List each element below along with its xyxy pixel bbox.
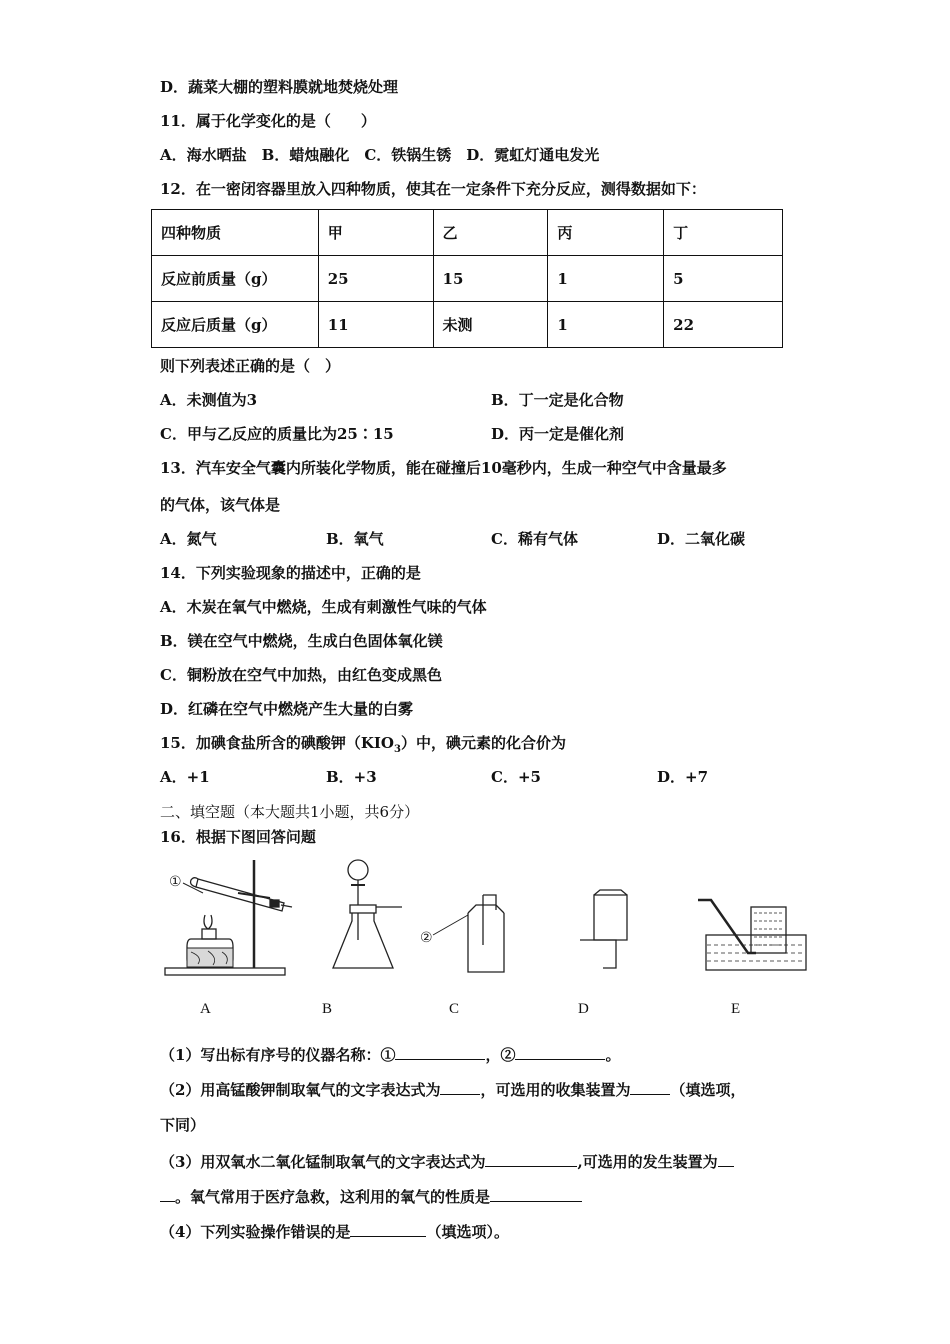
data-table — [151, 209, 783, 348]
table-cell: 丙 — [548, 210, 664, 256]
delivery-tube — [580, 940, 616, 968]
question-16-part-3-cont — [160, 1185, 582, 1207]
table-cell: 15 — [433, 256, 548, 302]
answer-blank[interactable] — [515, 1043, 605, 1060]
delivery-tube — [483, 895, 496, 945]
funnel-bulb — [348, 860, 368, 880]
table-cell: 乙 — [433, 210, 548, 256]
question-12-option-a: A．未测值为3 — [160, 391, 258, 409]
prompt-text: 。 — [605, 1046, 621, 1064]
question-16-part-4 — [160, 1220, 509, 1242]
answer-blank[interactable] — [718, 1150, 734, 1167]
prompt-text: 。氧气常用于医疗急救，这利用的氧气的性质是 — [175, 1188, 491, 1206]
bottle-shoulder — [594, 890, 627, 895]
lamp-neck — [202, 929, 216, 939]
table-cell: 丁 — [664, 210, 783, 256]
gas-bottle — [468, 913, 504, 972]
table-cell: 反应前质量（g） — [152, 256, 319, 302]
prompt-text: ，② — [485, 1046, 516, 1064]
option-d-previous: D．蔬菜大棚的塑料膜就地焚烧处理 — [160, 78, 399, 96]
bottle-shoulder — [468, 905, 504, 913]
question-16-part-2 — [160, 1078, 745, 1100]
table-header-row — [152, 210, 783, 256]
answer-blank[interactable] — [485, 1150, 577, 1167]
rubber-stopper — [350, 905, 376, 913]
table-cell: 5 — [664, 256, 783, 302]
question-15-option-b: B．+3 — [326, 768, 377, 786]
wood-block — [187, 948, 233, 967]
table-cell: 1 — [548, 302, 664, 348]
prompt-text: （2）用高锰酸钾制取氧气的文字表达式为 — [160, 1081, 441, 1099]
prompt-text: （1）写出标有序号的仪器名称：① — [160, 1046, 396, 1064]
table-cell: 22 — [664, 302, 783, 348]
question-12: 12．在一密闭容器里放入四种物质，使其在一定条件下充分反应，测得数据如下： — [160, 180, 706, 198]
question-15-text: 15．加碘食盐所含的碘酸钾（KIO — [160, 734, 394, 752]
question-13-line-1: 13．汽车安全气囊内所装化学物质，能在碰撞后10毫秒内，生成一种空气中含量最多 — [160, 459, 727, 477]
prompt-text: ,可选用的发生装置为 — [577, 1153, 718, 1171]
figure-label-b: B — [322, 1001, 333, 1017]
leader-line — [433, 915, 468, 935]
apparatus-d — [580, 890, 627, 968]
question-14-option-c: C．铜粉放在空气中加热，由红色变成黑色 — [160, 666, 442, 684]
question-16-part-1 — [160, 1043, 620, 1065]
stopper — [270, 900, 279, 907]
question-14-option-b: B．镁在空气中燃烧，生成白色固体氧化镁 — [160, 632, 443, 650]
flame — [204, 915, 212, 929]
question-11: 11．属于化学变化的是（ ） — [160, 112, 376, 130]
answer-blank[interactable] — [350, 1220, 426, 1237]
table-cell: 25 — [318, 256, 433, 302]
prompt-text: ，可选用的收集装置为 — [480, 1081, 631, 1099]
apparatus-a — [165, 860, 292, 975]
answer-blank[interactable] — [395, 1043, 485, 1060]
prompt-text: （3）用双氧水二氧化锰制取氧气的文字表达式为 — [160, 1153, 486, 1171]
table-row — [152, 256, 783, 302]
answer-blank[interactable] — [440, 1078, 480, 1095]
question-11-options: A．海水晒盐 B．蜡烛融化 C．铁锅生锈 D．霓虹灯通电发光 — [160, 146, 600, 164]
apparatus-c — [420, 895, 504, 972]
question-13-line-2: 的气体，该气体是 — [160, 496, 281, 514]
question-13-option-d: D．二氧化碳 — [657, 530, 746, 548]
question-16-part-3 — [160, 1150, 734, 1172]
table-row — [152, 302, 783, 348]
marker-2: ② — [420, 930, 433, 946]
question-15-option-c: C．+5 — [491, 768, 541, 786]
figure-label-c: C — [449, 1001, 460, 1017]
question-16: 16．根据下图回答问题 — [160, 828, 316, 846]
question-12-stem: 则下列表述正确的是（ ） — [160, 357, 341, 375]
inverted-bottle — [594, 895, 627, 940]
question-16-part-2-cont: 下同） — [160, 1116, 206, 1134]
collecting-bottle — [751, 907, 786, 953]
figure-label-a: A — [200, 1001, 211, 1017]
table-cell: 11 — [318, 302, 433, 348]
question-15-option-a: A．+1 — [160, 768, 210, 786]
table-cell: 四种物质 — [152, 210, 319, 256]
prompt-text: （填选项）。 — [426, 1223, 509, 1241]
question-13-option-b: B．氧气 — [326, 530, 384, 548]
question-12-option-c: C．甲与乙反应的质量比为25∶15 — [160, 425, 394, 443]
delivery-tube — [698, 900, 756, 953]
answer-blank[interactable] — [490, 1185, 582, 1202]
apparatus-figure — [158, 855, 818, 1030]
section-heading: 二、填空题（本大题共1小题，共6分） — [160, 803, 420, 821]
question-13-option-a: A．氮气 — [160, 530, 217, 548]
table-cell: 未测 — [433, 302, 548, 348]
question-15-option-d: D．+7 — [657, 768, 709, 786]
table-cell: 1 — [548, 256, 664, 302]
marker-1: ① — [169, 874, 182, 890]
conical-flask — [333, 913, 393, 968]
question-14: 14．下列实验现象的描述中，正确的是 — [160, 564, 421, 582]
figure-label-d: D — [578, 1001, 589, 1017]
answer-blank[interactable] — [160, 1185, 175, 1202]
question-14-option-a: A．木炭在氧气中燃烧，生成有刺激性气味的气体 — [160, 598, 487, 616]
bottle-water — [754, 913, 783, 945]
question-13-option-c: C．稀有气体 — [491, 530, 578, 548]
figure-label-e: E — [731, 1001, 741, 1017]
question-14-option-d: D．红磷在空气中燃烧产生大量的白雾 — [160, 700, 414, 718]
apparatus-b — [333, 860, 402, 968]
answer-blank[interactable] — [630, 1078, 670, 1095]
prompt-text: （4）下列实验操作错误的是 — [160, 1223, 351, 1241]
table-cell: 甲 — [318, 210, 433, 256]
table-cell: 反应后质量（g） — [152, 302, 319, 348]
subscript: 3 — [394, 744, 401, 755]
question-12-option-b: B．丁一定是化合物 — [491, 391, 624, 409]
question-15 — [160, 733, 566, 760]
question-12-option-d: D．丙一定是催化剂 — [491, 425, 625, 443]
apparatus-e — [698, 900, 806, 970]
base-plate — [165, 968, 285, 975]
prompt-text: （填选项， — [670, 1081, 746, 1099]
question-15-text: ）中，碘元素的化合价为 — [400, 734, 566, 752]
